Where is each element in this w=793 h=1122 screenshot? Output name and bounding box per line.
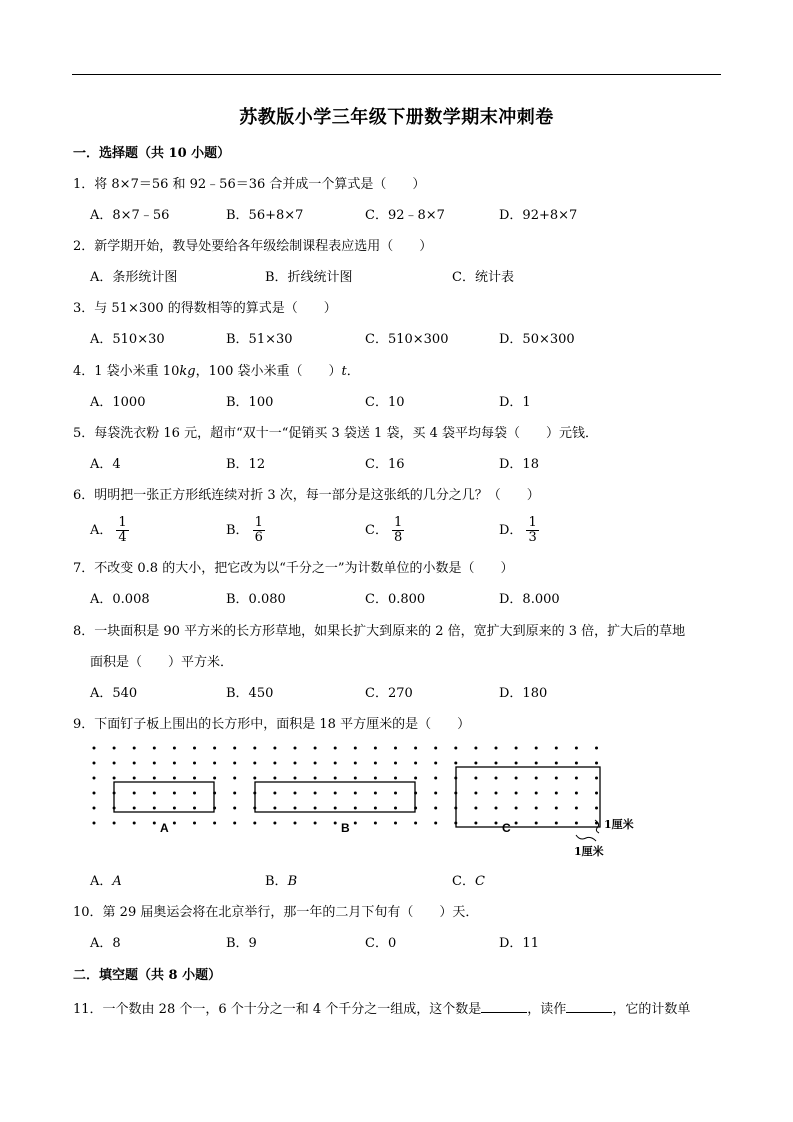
- q9-option-a-prefix: A．: [90, 874, 113, 889]
- peg-dot: [213, 762, 216, 765]
- peg-dot: [575, 792, 578, 795]
- question-8-line-1: 8．一块面积是 90 平方米的长方形草地，如果长扩大到原来的 2 倍，宽扩大到原来的 3 倍，扩大后的草地: [73, 624, 686, 639]
- q4-option-a[interactable]: A．1000: [90, 395, 146, 410]
- q9-option-c-letter: C: [474, 874, 485, 889]
- q9-option-b-letter: B: [287, 874, 298, 889]
- question-8-line-2: 面积是（ ）平方米．: [90, 655, 234, 670]
- peg-dot: [153, 807, 156, 810]
- peg-dot: [414, 747, 417, 750]
- question-10: 10．第 29 届奥运会将在北京举行，那一年的二月下旬有（ ）天．: [73, 905, 479, 920]
- q3-option-c[interactable]: C．510×300: [365, 332, 449, 347]
- q4-option-d[interactable]: D．1: [499, 395, 531, 410]
- peg-dot: [294, 747, 297, 750]
- peg-dot: [515, 747, 518, 750]
- peg-dot: [273, 777, 276, 780]
- peg-dot: [454, 747, 457, 750]
- peg-dot: [153, 777, 156, 780]
- peg-dot: [314, 747, 317, 750]
- question-2: 2．新学期开始，教导处要给各年级绘制课程表应选用（ ）: [73, 239, 433, 254]
- header-rule: [72, 74, 721, 75]
- peg-dot: [555, 822, 558, 825]
- peg-dot: [294, 822, 297, 825]
- peg-dot: [474, 747, 477, 750]
- q5-option-d[interactable]: D．18: [499, 457, 539, 472]
- peg-dot: [434, 762, 437, 765]
- peg-dot: [334, 777, 337, 780]
- peg-dot: [273, 762, 276, 765]
- peg-dot: [535, 822, 538, 825]
- q1-option-a[interactable]: A．8×7﹣56: [90, 208, 170, 223]
- fraction: $\frac{1}{8}$: [393, 515, 403, 545]
- peg-dot: [273, 822, 276, 825]
- peg-dot: [294, 777, 297, 780]
- pegboard-figure: [84, 740, 674, 865]
- q5-option-c[interactable]: C．16: [365, 457, 405, 472]
- peg-dot: [213, 777, 216, 780]
- peg-dot: [575, 777, 578, 780]
- peg-dot: [334, 792, 337, 795]
- peg-dot: [193, 792, 196, 795]
- peg-dot: [173, 792, 176, 795]
- q6-option-d-label: D．: [499, 523, 523, 538]
- q6-option-a[interactable]: [90, 516, 129, 545]
- q8-option-b[interactable]: B．450: [226, 686, 274, 701]
- q6-option-b-label: B．: [226, 523, 249, 538]
- peg-dot: [294, 762, 297, 765]
- q9-option-c[interactable]: [452, 872, 485, 892]
- q9-option-b-prefix: B．: [265, 874, 288, 889]
- question-1: 1．将 8×7＝56 和 92﹣56＝36 合并成一个算式是（ ）: [73, 177, 426, 192]
- peg-dot: [153, 747, 156, 750]
- q8-option-a[interactable]: A．540: [90, 686, 138, 701]
- peg-dot: [535, 777, 538, 780]
- peg-dot: [595, 762, 598, 765]
- peg-dot: [595, 777, 598, 780]
- peg-dot: [193, 777, 196, 780]
- peg-dot: [454, 762, 457, 765]
- peg-dot: [193, 762, 196, 765]
- peg-dot: [495, 822, 498, 825]
- peg-dot: [213, 822, 216, 825]
- q4-unit-t: t: [341, 364, 347, 379]
- peg-dot: [334, 762, 337, 765]
- peg-dot: [294, 792, 297, 795]
- q9-option-a-letter: A: [112, 874, 122, 889]
- peg-dot: [515, 792, 518, 795]
- peg-dot: [434, 792, 437, 795]
- peg-dot: [113, 777, 116, 780]
- q7-option-b[interactable]: B．0.080: [226, 592, 286, 607]
- q11-text-a: 11．一个数由 28 个一，6 个十分之一和 4 个千分之一组成，这个数是: [73, 1002, 482, 1017]
- peg-dot: [133, 822, 136, 825]
- section-heading-choice: 一．选择题（共 10 小题）: [73, 146, 231, 161]
- peg-dot: [414, 777, 417, 780]
- peg-dot: [113, 747, 116, 750]
- q6-option-c[interactable]: [365, 516, 404, 545]
- question-9: 9．下面钉子板上围出的长方形中，面积是 18 平方厘米的是（ ）: [73, 717, 471, 732]
- q1-option-b[interactable]: B．56+8×7: [226, 208, 304, 223]
- q10-option-d[interactable]: D．11: [499, 936, 539, 951]
- peg-dot: [374, 807, 377, 810]
- peg-dot: [575, 747, 578, 750]
- peg-dot: [213, 747, 216, 750]
- q6-option-d[interactable]: [499, 516, 539, 545]
- peg-dot: [495, 762, 498, 765]
- peg-dot: [233, 792, 236, 795]
- q4-text-b: ，100 袋小米重（ ）: [195, 364, 342, 379]
- peg-dot: [153, 762, 156, 765]
- peg-dot: [374, 762, 377, 765]
- peg-dot: [575, 762, 578, 765]
- peg-dot: [394, 822, 397, 825]
- unit-label-bottom: 1厘米: [574, 845, 604, 858]
- peg-dot: [233, 762, 236, 765]
- fraction: $\frac{1}{3}$: [528, 515, 537, 545]
- q4-unit-kg: kg: [179, 364, 196, 379]
- q11-text-c: ，它的计数单: [612, 1002, 691, 1017]
- peg-dot: [474, 792, 477, 795]
- q2-option-a[interactable]: A．条形统计图: [90, 270, 178, 285]
- peg-dot: [555, 777, 558, 780]
- peg-dot: [233, 822, 236, 825]
- peg-dot: [394, 747, 397, 750]
- q3-option-a[interactable]: A．510×30: [90, 332, 165, 347]
- peg-dot: [153, 822, 156, 825]
- peg-dot: [113, 822, 116, 825]
- peg-dot: [394, 792, 397, 795]
- unit-label-right: 1厘米: [604, 818, 634, 831]
- peg-dot: [233, 777, 236, 780]
- peg-dot: [173, 777, 176, 780]
- peg-dot: [93, 807, 96, 810]
- q6-option-a-label: A．: [90, 523, 113, 538]
- peg-dot: [193, 822, 196, 825]
- peg-dot: [253, 747, 256, 750]
- peg-dot: [374, 747, 377, 750]
- peg-dot: [595, 807, 598, 810]
- peg-dot: [314, 807, 317, 810]
- peg-dot: [575, 822, 578, 825]
- q3-option-b[interactable]: B．51×30: [226, 332, 293, 347]
- peg-dot: [334, 747, 337, 750]
- rectangle-c: [456, 767, 600, 827]
- q6-option-b[interactable]: [226, 516, 265, 545]
- peg-dot: [354, 777, 357, 780]
- peg-dot: [414, 822, 417, 825]
- peg-dot: [233, 747, 236, 750]
- q1-option-d[interactable]: D．92+8×7: [499, 208, 578, 223]
- peg-dot: [173, 822, 176, 825]
- peg-dot: [515, 807, 518, 810]
- figure-label-b: B: [341, 821, 350, 835]
- peg-dot: [253, 777, 256, 780]
- q7-option-c[interactable]: C．0.800: [365, 592, 426, 607]
- peg-dot: [515, 777, 518, 780]
- peg-dot: [93, 792, 96, 795]
- peg-dot: [434, 822, 437, 825]
- peg-dot: [173, 747, 176, 750]
- q4-option-b[interactable]: B．100: [226, 395, 274, 410]
- peg-dot: [515, 762, 518, 765]
- peg-dot: [93, 762, 96, 765]
- peg-dot: [495, 777, 498, 780]
- fraction: $\frac{1}{6}$: [254, 515, 263, 545]
- peg-dot: [93, 777, 96, 780]
- peg-dot: [535, 762, 538, 765]
- q7-option-a[interactable]: A．0.008: [90, 592, 150, 607]
- q5-option-b[interactable]: B．12: [226, 457, 266, 472]
- q9-option-a[interactable]: [90, 872, 122, 892]
- question-4: [73, 362, 360, 382]
- peg-dot: [535, 807, 538, 810]
- peg-dot: [173, 762, 176, 765]
- peg-dot: [133, 792, 136, 795]
- rectangle-a: [114, 782, 214, 812]
- peg-dot: [495, 747, 498, 750]
- peg-dot: [354, 747, 357, 750]
- q4-option-c[interactable]: C．10: [365, 395, 405, 410]
- peg-dot: [394, 777, 397, 780]
- peg-dot: [535, 747, 538, 750]
- peg-dot: [93, 822, 96, 825]
- peg-dot: [495, 807, 498, 810]
- answer-blank[interactable]: [566, 998, 612, 1013]
- peg-dot: [334, 822, 337, 825]
- peg-dot: [133, 777, 136, 780]
- question-3: 3．与 51×300 的得数相等的算式是（ ）: [73, 301, 337, 316]
- fraction: $\frac{1}{4}$: [118, 515, 127, 545]
- peg-dot: [555, 807, 558, 810]
- q2-option-b[interactable]: B．折线统计图: [265, 270, 353, 285]
- peg-dot: [374, 822, 377, 825]
- peg-dot: [314, 822, 317, 825]
- question-7: 7．不改变 0.8 的大小，把它改为以“千分之一”为计数单位的小数是（ ）: [73, 561, 514, 576]
- peg-dot: [133, 762, 136, 765]
- peg-dot: [374, 792, 377, 795]
- peg-dot: [233, 807, 236, 810]
- peg-dot: [273, 807, 276, 810]
- q1-option-c[interactable]: C．92﹣8×7: [365, 208, 445, 223]
- answer-blank[interactable]: [481, 998, 527, 1013]
- peg-dot: [535, 792, 538, 795]
- peg-dot: [354, 822, 357, 825]
- peg-dot: [193, 747, 196, 750]
- peg-dot: [555, 762, 558, 765]
- q9-option-b[interactable]: [265, 872, 297, 892]
- q10-option-c[interactable]: C．0: [365, 936, 397, 951]
- peg-dot: [253, 762, 256, 765]
- peg-dot: [474, 807, 477, 810]
- peg-dot: [474, 777, 477, 780]
- peg-dot: [113, 762, 116, 765]
- peg-dot: [173, 807, 176, 810]
- q9-option-c-prefix: C．: [452, 874, 475, 889]
- peg-dot: [354, 792, 357, 795]
- peg-dot: [434, 747, 437, 750]
- peg-dot: [434, 777, 437, 780]
- peg-dot: [394, 762, 397, 765]
- question-6: 6．明明把一张正方形纸连续对折 3 次，每一部分是这张纸的几分之几？（ ）: [73, 488, 540, 503]
- peg-dot: [354, 807, 357, 810]
- peg-dot: [474, 762, 477, 765]
- q4-text-a: 4．1 袋小米重 10: [73, 364, 180, 379]
- peg-dot: [575, 807, 578, 810]
- peg-dot: [273, 792, 276, 795]
- peg-dot: [354, 762, 357, 765]
- peg-dot: [253, 822, 256, 825]
- peg-dot: [133, 747, 136, 750]
- peg-dot: [495, 792, 498, 795]
- peg-dot: [555, 792, 558, 795]
- peg-dot: [374, 777, 377, 780]
- peg-dot: [515, 822, 518, 825]
- peg-dot: [133, 807, 136, 810]
- peg-dot: [414, 762, 417, 765]
- q8-option-d[interactable]: D．180: [499, 686, 548, 701]
- peg-dot: [555, 747, 558, 750]
- peg-dots: [93, 747, 599, 825]
- peg-dot: [595, 747, 598, 750]
- peg-dot: [314, 777, 317, 780]
- question-11: [73, 998, 690, 1020]
- q6-option-c-label: C．: [365, 523, 388, 538]
- q10-option-a[interactable]: A．8: [90, 936, 121, 951]
- q7-option-d[interactable]: D．8.000: [499, 592, 560, 607]
- q11-text-b: ，读作: [527, 1002, 567, 1017]
- peg-dot: [273, 747, 276, 750]
- peg-dot: [153, 792, 156, 795]
- q5-option-a[interactable]: A．4: [90, 457, 121, 472]
- peg-dot: [294, 807, 297, 810]
- unit-brace-bottom: [576, 835, 596, 841]
- peg-dot: [474, 822, 477, 825]
- peg-dot: [93, 747, 96, 750]
- page-title: 苏教版小学三年级下册数学期末冲刺卷: [239, 107, 554, 128]
- q2-option-c[interactable]: C．统计表: [452, 270, 514, 285]
- peg-dot: [314, 762, 317, 765]
- peg-dot: [334, 807, 337, 810]
- peg-dot: [314, 792, 317, 795]
- q8-option-c[interactable]: C．270: [365, 686, 413, 701]
- peg-dot: [394, 807, 397, 810]
- q3-option-d[interactable]: D．50×300: [499, 332, 575, 347]
- peg-dot: [595, 792, 598, 795]
- peg-dot: [193, 807, 196, 810]
- peg-dot: [434, 807, 437, 810]
- q4-text-c: ．: [346, 364, 360, 379]
- figure-label-a: A: [160, 821, 169, 835]
- section-heading-fill: 二．填空题（共 8 小题）: [73, 968, 222, 983]
- figure-label-c: C: [502, 821, 511, 835]
- q10-option-b[interactable]: B．9: [226, 936, 257, 951]
- question-5: 5．每袋洗衣粉 16 元，超市“双十一“促销买 3 袋送 1 袋，买 4 袋平均每袋（ ）元钱．: [73, 426, 598, 441]
